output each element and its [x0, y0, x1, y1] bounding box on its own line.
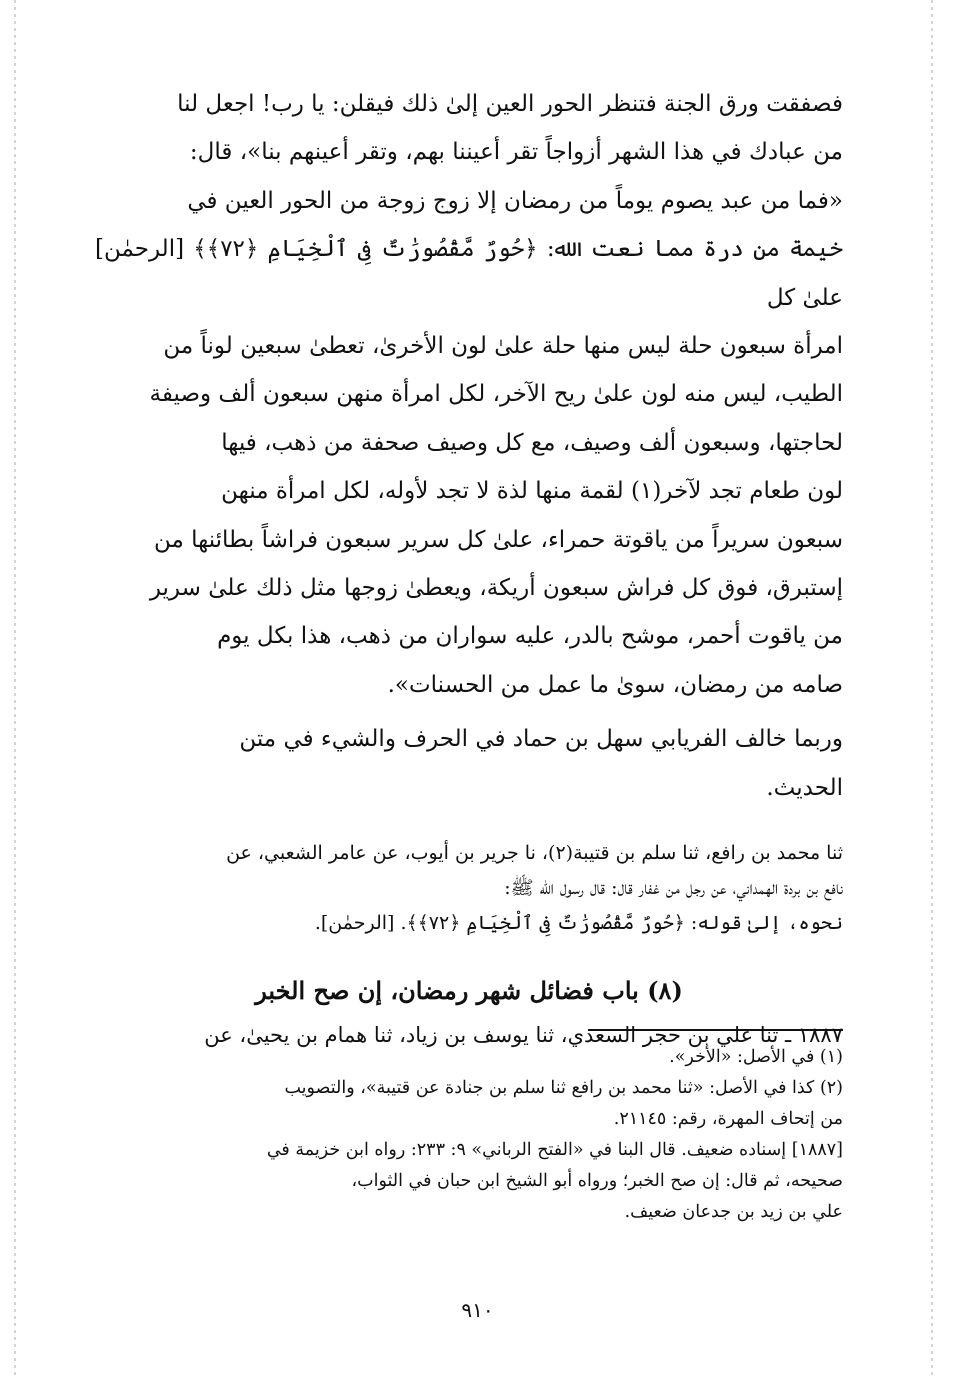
text-line: إستبرق، فوق كل فراش سبعون أريكة، ويعطىٰ زوجها مثل ذلك علىٰ سرير — [149, 575, 843, 602]
text-line: لحاجتها، وسبعون ألف وصيف، مع كل وصيف صحفة من ذهب، فيها — [221, 429, 843, 456]
remark-paragraph — [95, 715, 843, 812]
text-line: سبعون سريراً من ياقوتة حمراء، علىٰ كل سرير سبعون فراشاً بطائنها من — [153, 526, 843, 553]
text-line: امرأة سبعون حلة ليس منها حلة علىٰ لون الأخرىٰ، تعطىٰ سبعين لوناً من — [163, 333, 843, 360]
footnote-line: علي بن زيد بن جدعان ضعيف. — [624, 1202, 843, 1222]
text-line: لون طعام تجد لآخر(١) لقمة منها لذة لا تجد لأوله، لكل امرأة منهن — [221, 478, 843, 505]
footnote-line: صحيحه، ثم قال: إن صح الخبر؛ ورواه أبو الشيخ ابن حبان في الثواب، — [351, 1171, 843, 1191]
footnote-line: من إتحاف المهرة، رقم: ٢١١٤٥. — [613, 1109, 843, 1129]
text-line: وربما خالف الفريابي سهل بن حماد في الحرف والشيء في متن — [239, 726, 843, 753]
text-line: نحوه، إلىٰ قوله: ﴿حُورٌ مَّقْصُورَٰتٌ فِى ٱلْخِيَامِ ﴿٧٢﴾﴾. [الرحمٰن]. — [314, 912, 843, 935]
footnote-separator — [588, 1029, 843, 1031]
hadith-continuation-paragraph — [95, 80, 843, 709]
page-number: ٩١٠ — [461, 1298, 494, 1322]
scan-margin-artifact — [14, 0, 16, 1376]
chapter-heading: (٨) باب فضائل شهر رمضان، إن صح الخبر — [255, 976, 683, 1006]
scan-margin-artifact — [931, 0, 933, 1376]
text-line: «فما من عبد يصوم يوماً من رمضان إلا زوج زوجة من الحور العين في — [187, 187, 843, 214]
text-line: الطيب، ليس منه لون علىٰ ريح الآخر، لكل امرأة منهن سبعون ألف وصيفة — [149, 381, 843, 408]
text-line: من عبادك في هذا الشهر أزواجاً تقر أعيننا بهم، وتقر أعينهم بنا»، قال: — [189, 139, 843, 166]
text-line: الحديث. — [766, 774, 843, 801]
text-column — [95, 80, 843, 1055]
footnote-1 — [95, 1042, 843, 1073]
hadith-1887-start: ١٨٨٧ ـ ثنا علي بن حجر السعدي، ثنا يوسف بن زياد، ثنا همام بن يحيىٰ، عن — [204, 1023, 843, 1048]
text-line: من ياقوت أحمر، موشح بالدر، عليه سواران من ذهب، هذا بكل يوم — [217, 623, 843, 650]
text-line: ثنا محمد بن رافع، ثنا سلم بن قتيبة(٢)، نا جرير بن أيوب، عن عامر الشعبي، عن — [226, 842, 843, 865]
footnotes-section — [95, 1042, 843, 1228]
text-line: صامه من رمضان، سوىٰ ما عمل من الحسنات». — [387, 671, 843, 698]
sanad-paragraph — [95, 836, 843, 941]
text-line: فصفقت ورق الجنة فتنظر الحور العين إلىٰ ذلك فيقلن: يا رب! اجعل لنا — [177, 91, 843, 117]
text-line: خيمة من درة مما نعت الله: ﴿حُورٌ مَّقْصُورَٰتٌ فِى ٱلْخِيَامِ ﴿٧٢﴾﴾ [الرحمٰن] علىٰ كل — [95, 236, 843, 311]
footnote-2 — [95, 1073, 843, 1135]
text-line: نافع بن بردة الهمداني، عن رجل من غفار قال: قال رسول الله ﷺ: — [504, 877, 843, 900]
footnote-line: [١٨٨٧] إسناده ضعيف. قال البنا في «الفتح الرباني» ٩: ٢٣٣: رواه ابن خزيمة في — [266, 1140, 843, 1160]
footnote-line: (١) في الأصل: «الأخر». — [669, 1047, 843, 1067]
footnote-1887 — [95, 1135, 843, 1228]
footnote-line: (٢) كذا في الأصل: «ثنا محمد بن رافع ثنا سلم بن جنادة عن قتيبة»، والتصويب — [284, 1078, 843, 1098]
